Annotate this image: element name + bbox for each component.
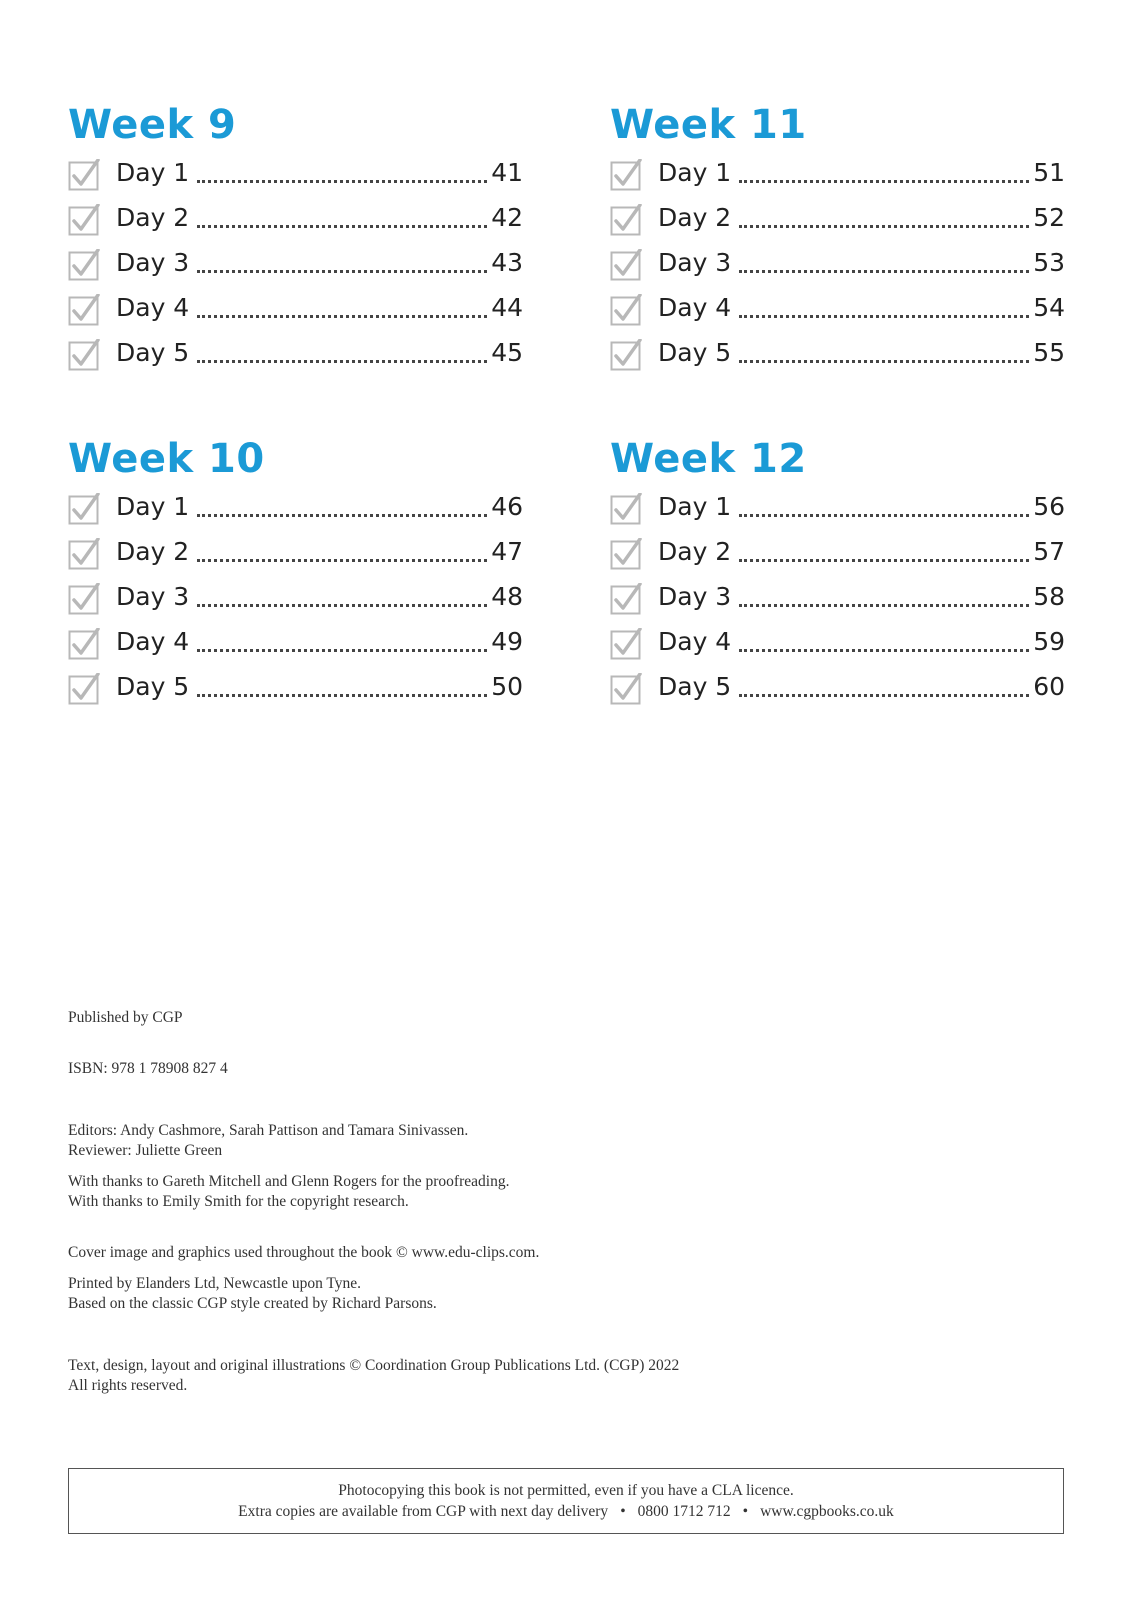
day-label: Day 1	[116, 492, 190, 521]
dot-leader	[197, 514, 487, 517]
contents-row	[610, 150, 1065, 195]
contents-row	[610, 240, 1065, 285]
contents-row	[68, 150, 523, 195]
checkbox-tick-icon[interactable]	[610, 294, 642, 326]
checkbox-tick-icon[interactable]	[68, 493, 100, 525]
contents-row	[68, 529, 523, 574]
cover-image-credit: Cover image and graphics used throughout the book © www.edu-clips.com.	[68, 1244, 540, 1261]
page-number: 51	[1033, 158, 1065, 187]
week-11-section	[610, 100, 1065, 375]
page-number: 48	[491, 582, 523, 611]
day-label: Day 5	[658, 338, 732, 367]
checkbox-tick-icon[interactable]	[68, 294, 100, 326]
page-number: 54	[1033, 293, 1065, 322]
day-label: Day 5	[658, 672, 732, 701]
day-label: Day 3	[658, 582, 732, 611]
thanks-proofreading: With thanks to Gareth Mitchell and Glenn Rogers for the proofreading.	[68, 1173, 510, 1190]
extra-copies-text: Extra copies are available from CGP with next day delivery	[238, 1503, 609, 1520]
day-label: Day 4	[116, 627, 190, 656]
day-label: Day 3	[116, 248, 190, 277]
week-title: Week 11	[610, 102, 807, 148]
week-10-section	[68, 434, 523, 709]
checkbox-tick-icon[interactable]	[68, 204, 100, 236]
checkbox-tick-icon[interactable]	[68, 159, 100, 191]
contents-row	[68, 574, 523, 619]
page-number: 52	[1033, 203, 1065, 232]
day-label: Day 2	[658, 537, 732, 566]
contents-row	[68, 285, 523, 330]
printed-by: Printed by Elanders Ltd, Newcastle upon Tyne.	[68, 1275, 362, 1292]
checkbox-tick-icon[interactable]	[610, 249, 642, 281]
website-link[interactable]: www.cgpbooks.co.uk	[760, 1503, 894, 1520]
dot-leader	[197, 604, 487, 607]
page-number: 57	[1033, 537, 1065, 566]
checkbox-tick-icon[interactable]	[610, 538, 642, 570]
contents-row	[68, 195, 523, 240]
day-label: Day 4	[658, 293, 732, 322]
checkbox-tick-icon[interactable]	[610, 204, 642, 236]
checkbox-tick-icon[interactable]	[610, 159, 642, 191]
week-title: Week 10	[68, 436, 265, 482]
day-label: Day 2	[658, 203, 732, 232]
contents-row	[68, 240, 523, 285]
contents-row	[68, 330, 523, 375]
dot-leader	[197, 559, 487, 562]
copyright-notice: Text, design, layout and original illustrations © Coordination Group Publications Ltd. (CGP) 2022	[68, 1357, 680, 1374]
week-12-section	[610, 434, 1065, 709]
page-number: 42	[491, 203, 523, 232]
dot-leader	[739, 604, 1029, 607]
checkbox-tick-icon[interactable]	[68, 673, 100, 705]
day-label: Day 1	[658, 492, 732, 521]
day-label: Day 4	[658, 627, 732, 656]
dot-leader	[739, 649, 1029, 652]
page-number: 55	[1033, 338, 1065, 367]
dot-leader	[197, 180, 487, 183]
week-title: Week 9	[68, 102, 237, 148]
photocopy-notice-box	[68, 1468, 1064, 1534]
day-label: Day 4	[116, 293, 190, 322]
contents-row	[68, 664, 523, 709]
page-number: 41	[491, 158, 523, 187]
extra-copies-line	[69, 1501, 1063, 1522]
contents-row	[68, 619, 523, 664]
day-label: Day 3	[658, 248, 732, 277]
day-label: Day 2	[116, 203, 190, 232]
dot-leader	[197, 225, 487, 228]
dot-leader	[197, 270, 487, 273]
contents-row	[610, 664, 1065, 709]
page-number: 45	[491, 338, 523, 367]
checkbox-tick-icon[interactable]	[68, 538, 100, 570]
page-number: 43	[491, 248, 523, 277]
photocopy-notice: Photocopying this book is not permitted, even if you have a CLA licence.	[338, 1482, 794, 1499]
isbn: ISBN: 978 1 78908 827 4	[68, 1060, 228, 1077]
checkbox-tick-icon[interactable]	[68, 628, 100, 660]
checkbox-tick-icon[interactable]	[610, 628, 642, 660]
contents-row	[610, 619, 1065, 664]
checkbox-tick-icon[interactable]	[68, 583, 100, 615]
dot-leader	[739, 694, 1029, 697]
checkbox-tick-icon[interactable]	[68, 249, 100, 281]
page-number: 46	[491, 492, 523, 521]
checkbox-tick-icon[interactable]	[610, 493, 642, 525]
day-label: Day 2	[116, 537, 190, 566]
contents-row	[610, 195, 1065, 240]
week-title: Week 12	[610, 436, 807, 482]
bullet-separator: •	[620, 1503, 626, 1520]
published-by: Published by CGP	[68, 1009, 183, 1026]
dot-leader	[739, 360, 1029, 363]
day-label: Day 1	[116, 158, 190, 187]
contents-row	[610, 529, 1065, 574]
checkbox-tick-icon[interactable]	[610, 339, 642, 371]
phone-number: 0800 1712 712	[637, 1503, 731, 1520]
contents-row	[610, 330, 1065, 375]
page-number: 58	[1033, 582, 1065, 611]
dot-leader	[197, 694, 487, 697]
reviewer: Reviewer: Juliette Green	[68, 1142, 223, 1159]
page-number: 49	[491, 627, 523, 656]
dot-leader	[197, 360, 487, 363]
dot-leader	[197, 315, 487, 318]
dot-leader	[739, 514, 1029, 517]
thanks-copyright: With thanks to Emily Smith for the copyright research.	[68, 1193, 409, 1210]
day-label: Day 5	[116, 672, 190, 701]
dot-leader	[739, 559, 1029, 562]
contents-row	[610, 285, 1065, 330]
rights-reserved: All rights reserved.	[68, 1377, 188, 1394]
style-credit: Based on the classic CGP style created by Richard Parsons.	[68, 1295, 437, 1312]
checkbox-tick-icon[interactable]	[610, 583, 642, 615]
contents-row	[610, 484, 1065, 529]
page-number: 56	[1033, 492, 1065, 521]
bullet-separator: •	[742, 1503, 749, 1520]
dot-leader	[197, 649, 487, 652]
page-number: 59	[1033, 627, 1065, 656]
page-number: 50	[491, 672, 523, 701]
page-number: 44	[491, 293, 523, 322]
page-number: 60	[1033, 672, 1065, 701]
page-number: 47	[491, 537, 523, 566]
dot-leader	[739, 315, 1029, 318]
dot-leader	[739, 180, 1029, 183]
editors: Editors: Andy Cashmore, Sarah Pattison and Tamara Sinivassen.	[68, 1122, 469, 1139]
page-number: 53	[1033, 248, 1065, 277]
day-label: Day 1	[658, 158, 732, 187]
contents-row	[610, 574, 1065, 619]
checkbox-tick-icon[interactable]	[68, 339, 100, 371]
day-label: Day 5	[116, 338, 190, 367]
dot-leader	[739, 270, 1029, 273]
contents-row	[68, 484, 523, 529]
checkbox-tick-icon[interactable]	[610, 673, 642, 705]
week-9-section	[68, 100, 523, 375]
dot-leader	[739, 225, 1029, 228]
day-label: Day 3	[116, 582, 190, 611]
